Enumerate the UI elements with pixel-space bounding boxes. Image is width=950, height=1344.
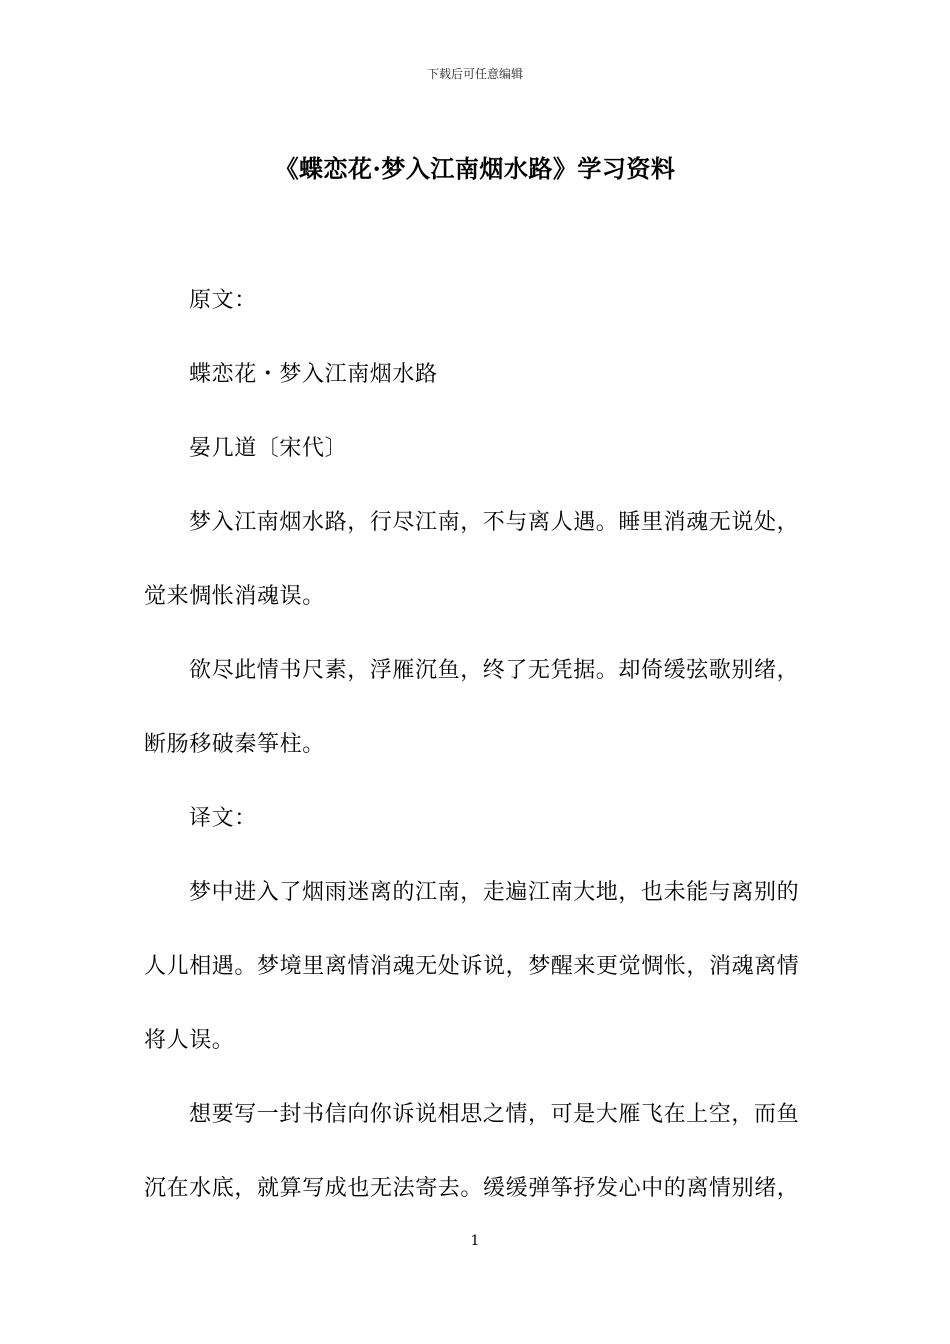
paragraph-author: 晏几道〔宋代〕: [189, 436, 348, 461]
paragraph-poem-stanza-1: 梦入江南烟水路，行尽江南，不与离人遇。睡里消魂无说处，觉来惆怅消魂误。: [144, 510, 800, 609]
paragraph-translation-1: 梦中进入了烟雨迷离的江南，走遍江南大地，也未能与离别的人儿相遇。梦境里离情消魂无处诉说，梦醒来更觉惆怅，消魂离情将人误。: [144, 880, 800, 1053]
page-number: 1: [470, 1233, 480, 1249]
document-body: [144, 264, 808, 1226]
page-header: 下载后可任意编辑: [426, 67, 523, 81]
document-title: 《蝶恋花·梦入江南烟水路》学习资料: [274, 154, 676, 183]
paragraph-poem-title: 蝶恋花・梦入江南烟水路: [189, 362, 438, 387]
paragraph-poem-stanza-2: 欲尽此情书尺素，浮雁沉鱼，终了无凭据。却倚缓弦歌别绪，断肠移破秦筝柱。: [144, 658, 800, 757]
paragraph-translation-label: 译文：: [189, 806, 257, 831]
paragraph-translation-2: 想要写一封书信向你诉说相思之情，可是大雁飞在上空，而鱼沉在水底，就算写成也无法寄去。缓缓弹筝抒发心中的离情别绪，: [144, 1102, 800, 1201]
paragraph-original-label: 原文：: [189, 288, 257, 313]
